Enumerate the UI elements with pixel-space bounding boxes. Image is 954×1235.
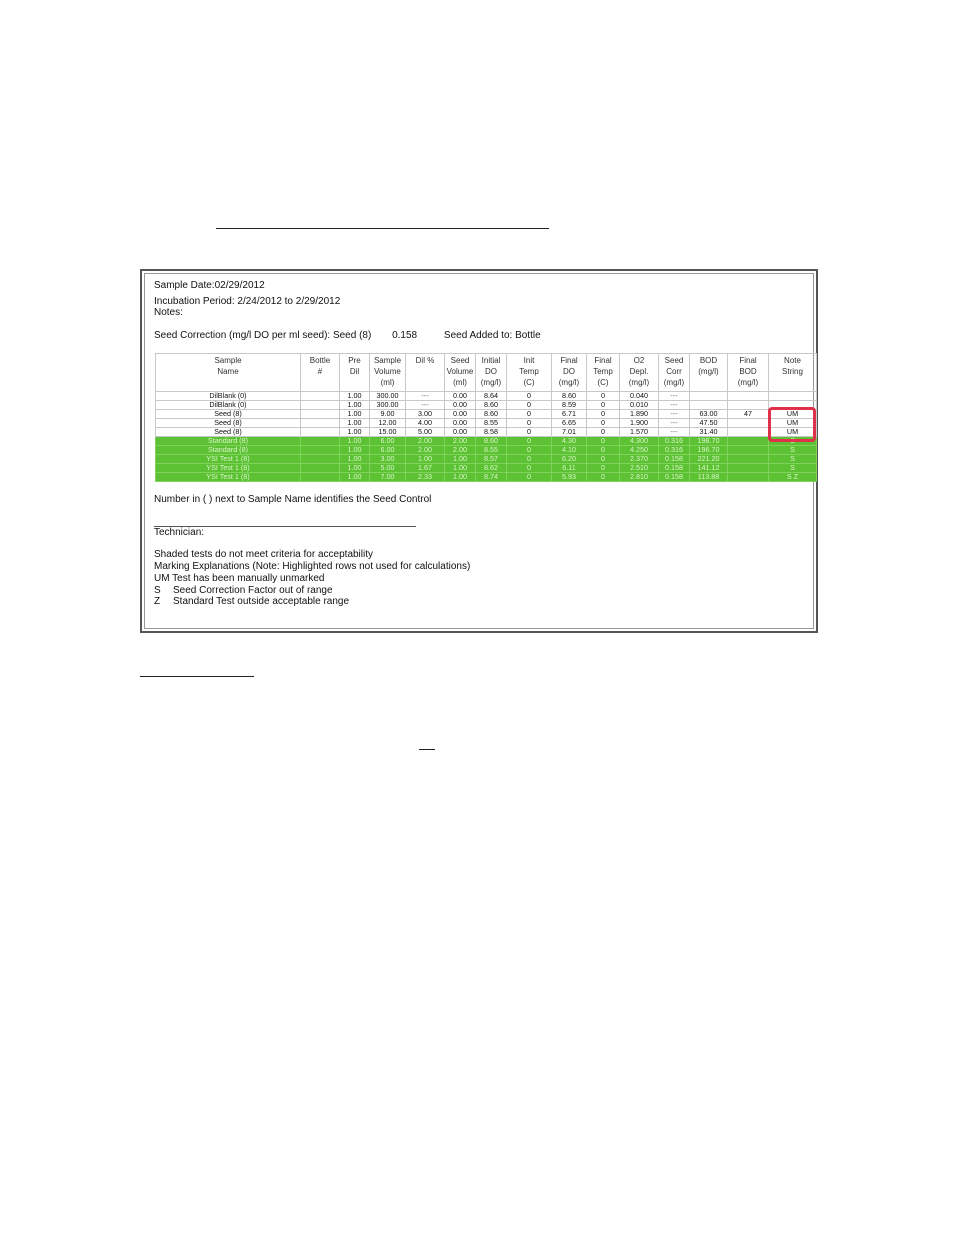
table-cell: Seed (8) — [156, 410, 301, 419]
column-header: Init Temp (C) — [507, 354, 552, 392]
table-cell: 0 — [507, 401, 552, 410]
table-cell: 8.55 — [476, 446, 507, 455]
table-cell — [301, 392, 340, 401]
table-cell: 15.00 — [370, 428, 406, 437]
report-screenshot — [140, 269, 818, 633]
table-cell: 6.11 — [552, 464, 587, 473]
table-cell: 0 — [587, 455, 620, 464]
table-cell: YSI Test 1 (8) — [156, 455, 301, 464]
table-cell: 1.00 — [445, 455, 476, 464]
seed-control-note: Number in ( ) next to Sample Name identifies the Seed Control — [154, 494, 432, 505]
table-cell: 8.62 — [476, 464, 507, 473]
section-underline — [140, 676, 254, 677]
table-cell — [728, 428, 769, 437]
table-cell: --- — [659, 410, 690, 419]
table-cell: --- — [659, 401, 690, 410]
table-cell: 2.00 — [445, 446, 476, 455]
incubation-period: Incubation Period: 2/24/2012 to 2/29/2012 — [154, 296, 341, 307]
legend-s — [154, 585, 333, 596]
table-cell — [728, 446, 769, 455]
table-cell: 8.59 — [552, 401, 587, 410]
table-cell — [690, 392, 728, 401]
table-cell — [301, 419, 340, 428]
column-header: Dil % — [406, 354, 445, 392]
table-cell: 0 — [587, 437, 620, 446]
table-cell: 0 — [507, 455, 552, 464]
table-cell: 0 — [587, 446, 620, 455]
table-cell: 1.00 — [340, 419, 370, 428]
table-cell: Standard (8) — [156, 446, 301, 455]
table-row — [156, 428, 817, 437]
table-cell: 2.810 — [620, 473, 659, 482]
um-highlight-box — [768, 407, 816, 442]
column-header: Pre Dil — [340, 354, 370, 392]
table-cell: 0 — [507, 437, 552, 446]
table-header-row — [156, 354, 817, 392]
column-header: Initial DO (mg/l) — [476, 354, 507, 392]
table-cell: 0 — [587, 473, 620, 482]
table-cell: 198.70 — [690, 437, 728, 446]
table-row — [156, 419, 817, 428]
table-cell: 0.00 — [445, 392, 476, 401]
legend-z — [154, 596, 349, 607]
table-cell: 0.316 — [659, 437, 690, 446]
table-cell: 9.00 — [370, 410, 406, 419]
table-cell: 0 — [507, 473, 552, 482]
table-row — [156, 401, 817, 410]
table-cell: 1.00 — [340, 428, 370, 437]
report-body — [144, 273, 814, 629]
table-cell — [728, 401, 769, 410]
table-cell — [301, 473, 340, 482]
table-cell: 0.00 — [445, 410, 476, 419]
table-cell: 8.60 — [476, 410, 507, 419]
underline-blank — [216, 228, 549, 229]
table-cell: 0.316 — [659, 446, 690, 455]
table-cell: 12.00 — [370, 419, 406, 428]
table-cell — [301, 455, 340, 464]
table-row — [156, 464, 817, 473]
table-cell: UM — [769, 419, 817, 428]
table-cell: 8.58 — [476, 428, 507, 437]
table-cell: 2.510 — [620, 464, 659, 473]
table-cell: 0.158 — [659, 473, 690, 482]
table-cell: 4.30 — [552, 437, 587, 446]
table-cell: S — [769, 437, 817, 446]
technician-label: Technician: — [154, 527, 205, 538]
column-header: O2 Depl. (mg/l) — [620, 354, 659, 392]
table-cell: DilBlank (0) — [156, 401, 301, 410]
table-cell: 47 — [728, 410, 769, 419]
table-cell: 8.60 — [552, 392, 587, 401]
table-cell: --- — [406, 401, 445, 410]
table-cell: UM — [769, 428, 817, 437]
column-header: Final BOD (mg/l) — [728, 354, 769, 392]
bod-results-table — [155, 353, 817, 482]
table-cell: 113.88 — [690, 473, 728, 482]
table-cell: 300.00 — [370, 392, 406, 401]
table-cell: 5.00 — [406, 428, 445, 437]
table-cell: 0 — [507, 446, 552, 455]
table-cell: 0.158 — [659, 455, 690, 464]
legend-s-code: S — [154, 585, 161, 596]
table-cell: 5.93 — [552, 473, 587, 482]
table-cell: --- — [659, 428, 690, 437]
table-cell: UM — [769, 410, 817, 419]
table-cell: 0 — [587, 428, 620, 437]
shaded-note: Shaded tests do not meet criteria for acceptability — [154, 549, 374, 560]
table-row — [156, 446, 817, 455]
table-cell: 1.00 — [340, 392, 370, 401]
table-cell — [301, 428, 340, 437]
table-cell: 4.300 — [620, 437, 659, 446]
table-cell: 6.65 — [552, 419, 587, 428]
table-cell: 1.00 — [340, 464, 370, 473]
table-row — [156, 455, 817, 464]
table-cell: 8.57 — [476, 455, 507, 464]
table-cell — [728, 455, 769, 464]
table-cell: 1.00 — [340, 401, 370, 410]
table-cell: 0 — [587, 392, 620, 401]
seed-added: Seed Added to: Bottle — [443, 330, 541, 341]
table-cell: 2.33 — [406, 473, 445, 482]
seed-correction-line — [154, 330, 541, 341]
table-row — [156, 473, 817, 482]
table-cell: 0.00 — [445, 419, 476, 428]
table-cell: 4.00 — [406, 419, 445, 428]
table-cell: 0 — [587, 410, 620, 419]
table-cell: 8.60 — [476, 401, 507, 410]
table-cell: 221.20 — [690, 455, 728, 464]
table-cell — [769, 392, 817, 401]
table-cell: 2.00 — [445, 437, 476, 446]
table-cell — [301, 437, 340, 446]
legend-s-text: Seed Correction Factor out of range — [173, 585, 333, 596]
table-cell: 7.00 — [370, 473, 406, 482]
table-cell: --- — [406, 392, 445, 401]
table-cell: 196.70 — [690, 446, 728, 455]
table-cell: 0 — [507, 428, 552, 437]
table-cell: 0 — [587, 464, 620, 473]
column-header: Seed Volume (ml) — [445, 354, 476, 392]
table-cell: 8.60 — [476, 437, 507, 446]
table-cell: Seed (8) — [156, 428, 301, 437]
column-header: Seed Corr (mg/l) — [659, 354, 690, 392]
table-cell: YSI Test 1 (8) — [156, 464, 301, 473]
table-cell: 0 — [507, 419, 552, 428]
table-cell: 0.040 — [620, 392, 659, 401]
table-cell: S Z — [769, 473, 817, 482]
table-cell: 0 — [507, 410, 552, 419]
table-cell: 0 — [587, 419, 620, 428]
table-cell: 1.00 — [340, 455, 370, 464]
table-cell: 0 — [507, 392, 552, 401]
legend-z-text: Standard Test outside acceptable range — [173, 596, 350, 607]
column-header: Note String — [769, 354, 817, 392]
table-cell: 1.900 — [620, 419, 659, 428]
table-cell: YSI Test 1 (8) — [156, 473, 301, 482]
table-body — [156, 392, 817, 482]
table-cell — [728, 437, 769, 446]
table-cell: 8.55 — [476, 419, 507, 428]
table-cell: 0.010 — [620, 401, 659, 410]
table-cell: 2.00 — [406, 446, 445, 455]
column-header: BOD (mg/l) — [690, 354, 728, 392]
table-cell: 1.00 — [406, 455, 445, 464]
short-underline — [419, 749, 435, 750]
table-cell: 1.00 — [445, 473, 476, 482]
column-header: Final DO (mg/l) — [552, 354, 587, 392]
table-cell — [728, 392, 769, 401]
column-header: Sample Name — [156, 354, 301, 392]
table-cell: 6.20 — [552, 455, 587, 464]
table-cell: DilBlank (0) — [156, 392, 301, 401]
notes-label: Notes: — [154, 307, 183, 318]
seed-correction-value: 0.158 — [392, 330, 418, 341]
legend-um: UM Test has been manually unmarked — [154, 573, 325, 584]
table-cell — [301, 464, 340, 473]
table-cell: 47.50 — [690, 419, 728, 428]
column-header: Final Temp (C) — [587, 354, 620, 392]
table-cell: --- — [659, 392, 690, 401]
table-cell: 5.00 — [370, 464, 406, 473]
table-cell: 1.890 — [620, 410, 659, 419]
table-cell: 3.00 — [406, 410, 445, 419]
sample-date: Sample Date:02/29/2012 — [154, 280, 265, 291]
table-cell: 2.00 — [406, 437, 445, 446]
table-row — [156, 437, 817, 446]
table-cell — [728, 464, 769, 473]
table-cell: 1.00 — [340, 410, 370, 419]
table-cell: Standard (8) — [156, 437, 301, 446]
table-cell: 1.00 — [340, 473, 370, 482]
table-cell: 2.370 — [620, 455, 659, 464]
table-cell: 0.158 — [659, 464, 690, 473]
table-cell: S — [769, 446, 817, 455]
table-cell: 1.00 — [340, 446, 370, 455]
table-cell: 0 — [507, 464, 552, 473]
table-cell: S — [769, 455, 817, 464]
table-cell — [301, 401, 340, 410]
table-cell: 8.74 — [476, 473, 507, 482]
table-cell: 1.00 — [445, 464, 476, 473]
table-cell: 7.01 — [552, 428, 587, 437]
table-cell: 141.12 — [690, 464, 728, 473]
table-cell — [301, 410, 340, 419]
table-cell: 3.00 — [370, 455, 406, 464]
legend-z-code: Z — [154, 596, 161, 607]
table-cell: 300.00 — [370, 401, 406, 410]
table-cell: 31.40 — [690, 428, 728, 437]
column-header: Bottle # — [301, 354, 340, 392]
table-cell — [728, 419, 769, 428]
table-row — [156, 392, 817, 401]
table-cell: 1.570 — [620, 428, 659, 437]
table-cell: Seed (8) — [156, 419, 301, 428]
table-cell — [728, 473, 769, 482]
table-cell: 0 — [587, 401, 620, 410]
table-cell — [301, 446, 340, 455]
table-cell: 4.250 — [620, 446, 659, 455]
table-cell: 6.71 — [552, 410, 587, 419]
table-cell: 6.00 — [370, 446, 406, 455]
table-cell: 8.64 — [476, 392, 507, 401]
table-cell: 6.00 — [370, 437, 406, 446]
table-cell: 63.00 — [690, 410, 728, 419]
table-cell: S — [769, 464, 817, 473]
marking-explanations: Marking Explanations (Note: Highlighted rows not used for calculations) — [154, 561, 471, 572]
table-cell — [690, 401, 728, 410]
table-cell: 0.00 — [445, 428, 476, 437]
table-row — [156, 410, 817, 419]
table-cell: 1.00 — [340, 437, 370, 446]
table-cell: 4.10 — [552, 446, 587, 455]
table-cell: 1.67 — [406, 464, 445, 473]
table-cell: --- — [659, 419, 690, 428]
column-header: Sample Volume (ml) — [370, 354, 406, 392]
table-cell: 0.00 — [445, 401, 476, 410]
seed-correction-label: Seed Correction (mg/l DO per ml seed): Seed (8) — [154, 330, 372, 341]
